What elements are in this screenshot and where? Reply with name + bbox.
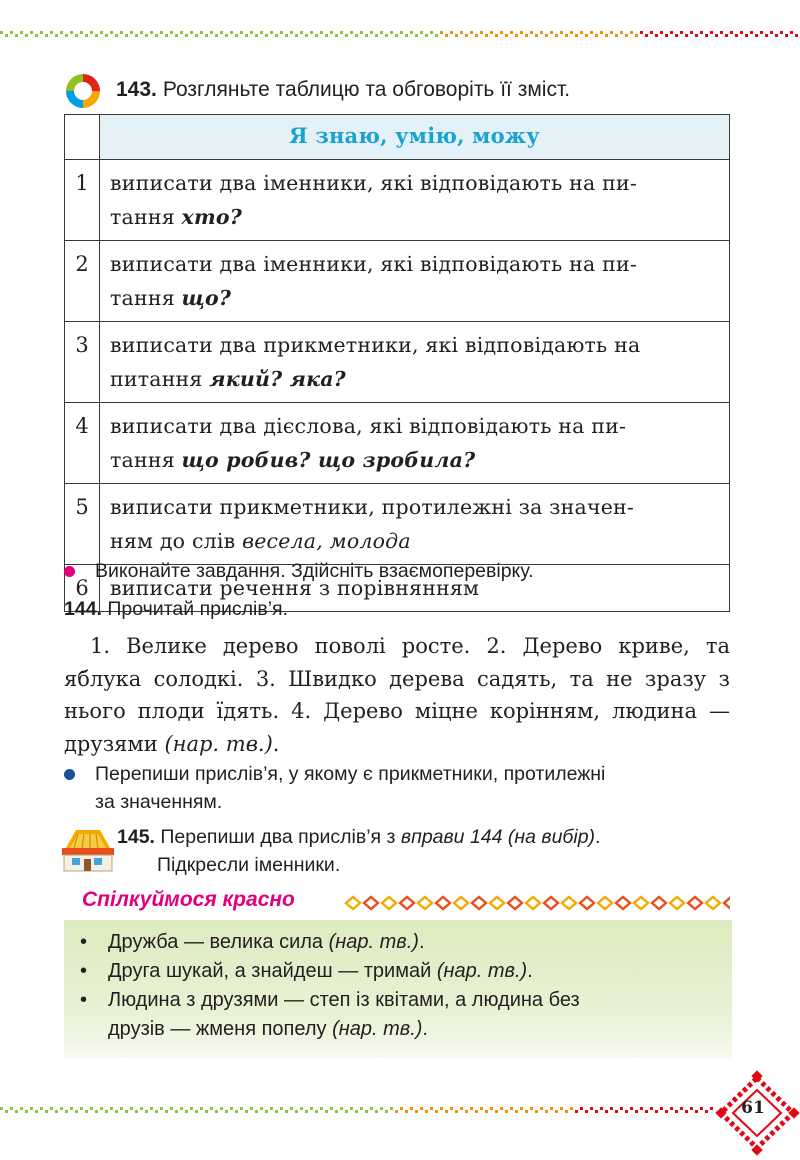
- talk-list: [80, 928, 730, 1044]
- exercise-143-heading: [116, 74, 570, 106]
- source-note: (нар. тв.): [164, 731, 273, 756]
- table-header-row: [65, 115, 730, 160]
- task-text: Перепиши прислів’я, у якому є прикметники, протилежні за значенням.: [95, 763, 606, 813]
- row-number: 3: [65, 322, 100, 403]
- exercise-number: 143.: [116, 78, 157, 101]
- table-row: [65, 241, 730, 322]
- row-text: виписати два іменники, які відповідають на пи- тання що?: [100, 241, 730, 322]
- exercise-145-line2: Підкресли іменники.: [157, 854, 341, 876]
- row-number: 1: [65, 160, 100, 241]
- row-text: виписати два прикметники, які відповідають на питання який? яка?: [100, 322, 730, 403]
- table-row: [65, 484, 730, 565]
- list-item: • Друга шукай, а знайдеш — тримай (нар. тв.).: [80, 960, 533, 982]
- row-text: виписати два дієслова, які відповідають на пи- тання що робив? що зробила?: [100, 403, 730, 484]
- exercise-reference: вправи 144 (на вибір): [400, 826, 596, 848]
- proverbs-text: 1. Велике дерево поволі росте. 2. Дерево криве, та яблука солодкі. 3. Швидко дерева садять, та не зразу з нього плоди їдять. 4. Дерево міцне корінням, людина — друзями (нар. тв.).: [64, 634, 730, 756]
- followup-text: Виконайте завдання. Здійсніть взаємоперевірку.: [95, 560, 534, 582]
- embroidery-ornament: [342, 895, 730, 911]
- table-header-index-cell: [65, 115, 100, 160]
- exercise-number: 144.: [64, 598, 102, 620]
- exercise-144-heading: [64, 595, 288, 623]
- row-number: 2: [65, 241, 100, 322]
- row-number: 5: [65, 484, 100, 565]
- discussion-circle-icon: [64, 72, 102, 110]
- table-header-cell: Я знаю, умію, можу: [100, 115, 730, 160]
- pink-bullet-icon: [64, 566, 75, 577]
- exercise-instruction: Прочитай прислів’я.: [107, 598, 288, 620]
- table-row: [65, 160, 730, 241]
- list-item: • Дружба — велика сила (нар. тв.).: [80, 931, 425, 953]
- row-text: виписати речення з порівнянням: [100, 565, 730, 612]
- section-title: Спілкуймося красно: [82, 888, 295, 911]
- followup-task: [62, 557, 534, 585]
- bottom-stitch-border: [0, 1106, 715, 1114]
- homework-house-icon: [60, 826, 116, 872]
- exercise-145: 145. Перепиши два прислів’я з вправи 144 (на вибір). Підкресли іменники.: [117, 823, 732, 879]
- list-item: • Людина з друзями — степ із квітами, а людина без друзів — жменя попелу (нар. тв.).: [80, 989, 580, 1040]
- exercise-144-task: [62, 760, 605, 816]
- row-text: виписати прикметники, протилежні за значен- ням до слів весела, молода: [100, 484, 730, 565]
- page-number: 61: [741, 1098, 765, 1118]
- row-text: виписати два іменники, які відповідають на пи- тання хто?: [100, 160, 730, 241]
- row-number: 6: [65, 565, 100, 612]
- blue-bullet-icon: [64, 769, 75, 780]
- table-row: [65, 403, 730, 484]
- exercise-instruction: Розгляньте таблицю та обговоріть її зміст.: [162, 78, 571, 101]
- table-row: [65, 322, 730, 403]
- skills-table: [64, 114, 730, 612]
- row-number: 4: [65, 403, 100, 484]
- exercise-number: 145.: [117, 826, 155, 848]
- top-stitch-border: [0, 30, 800, 38]
